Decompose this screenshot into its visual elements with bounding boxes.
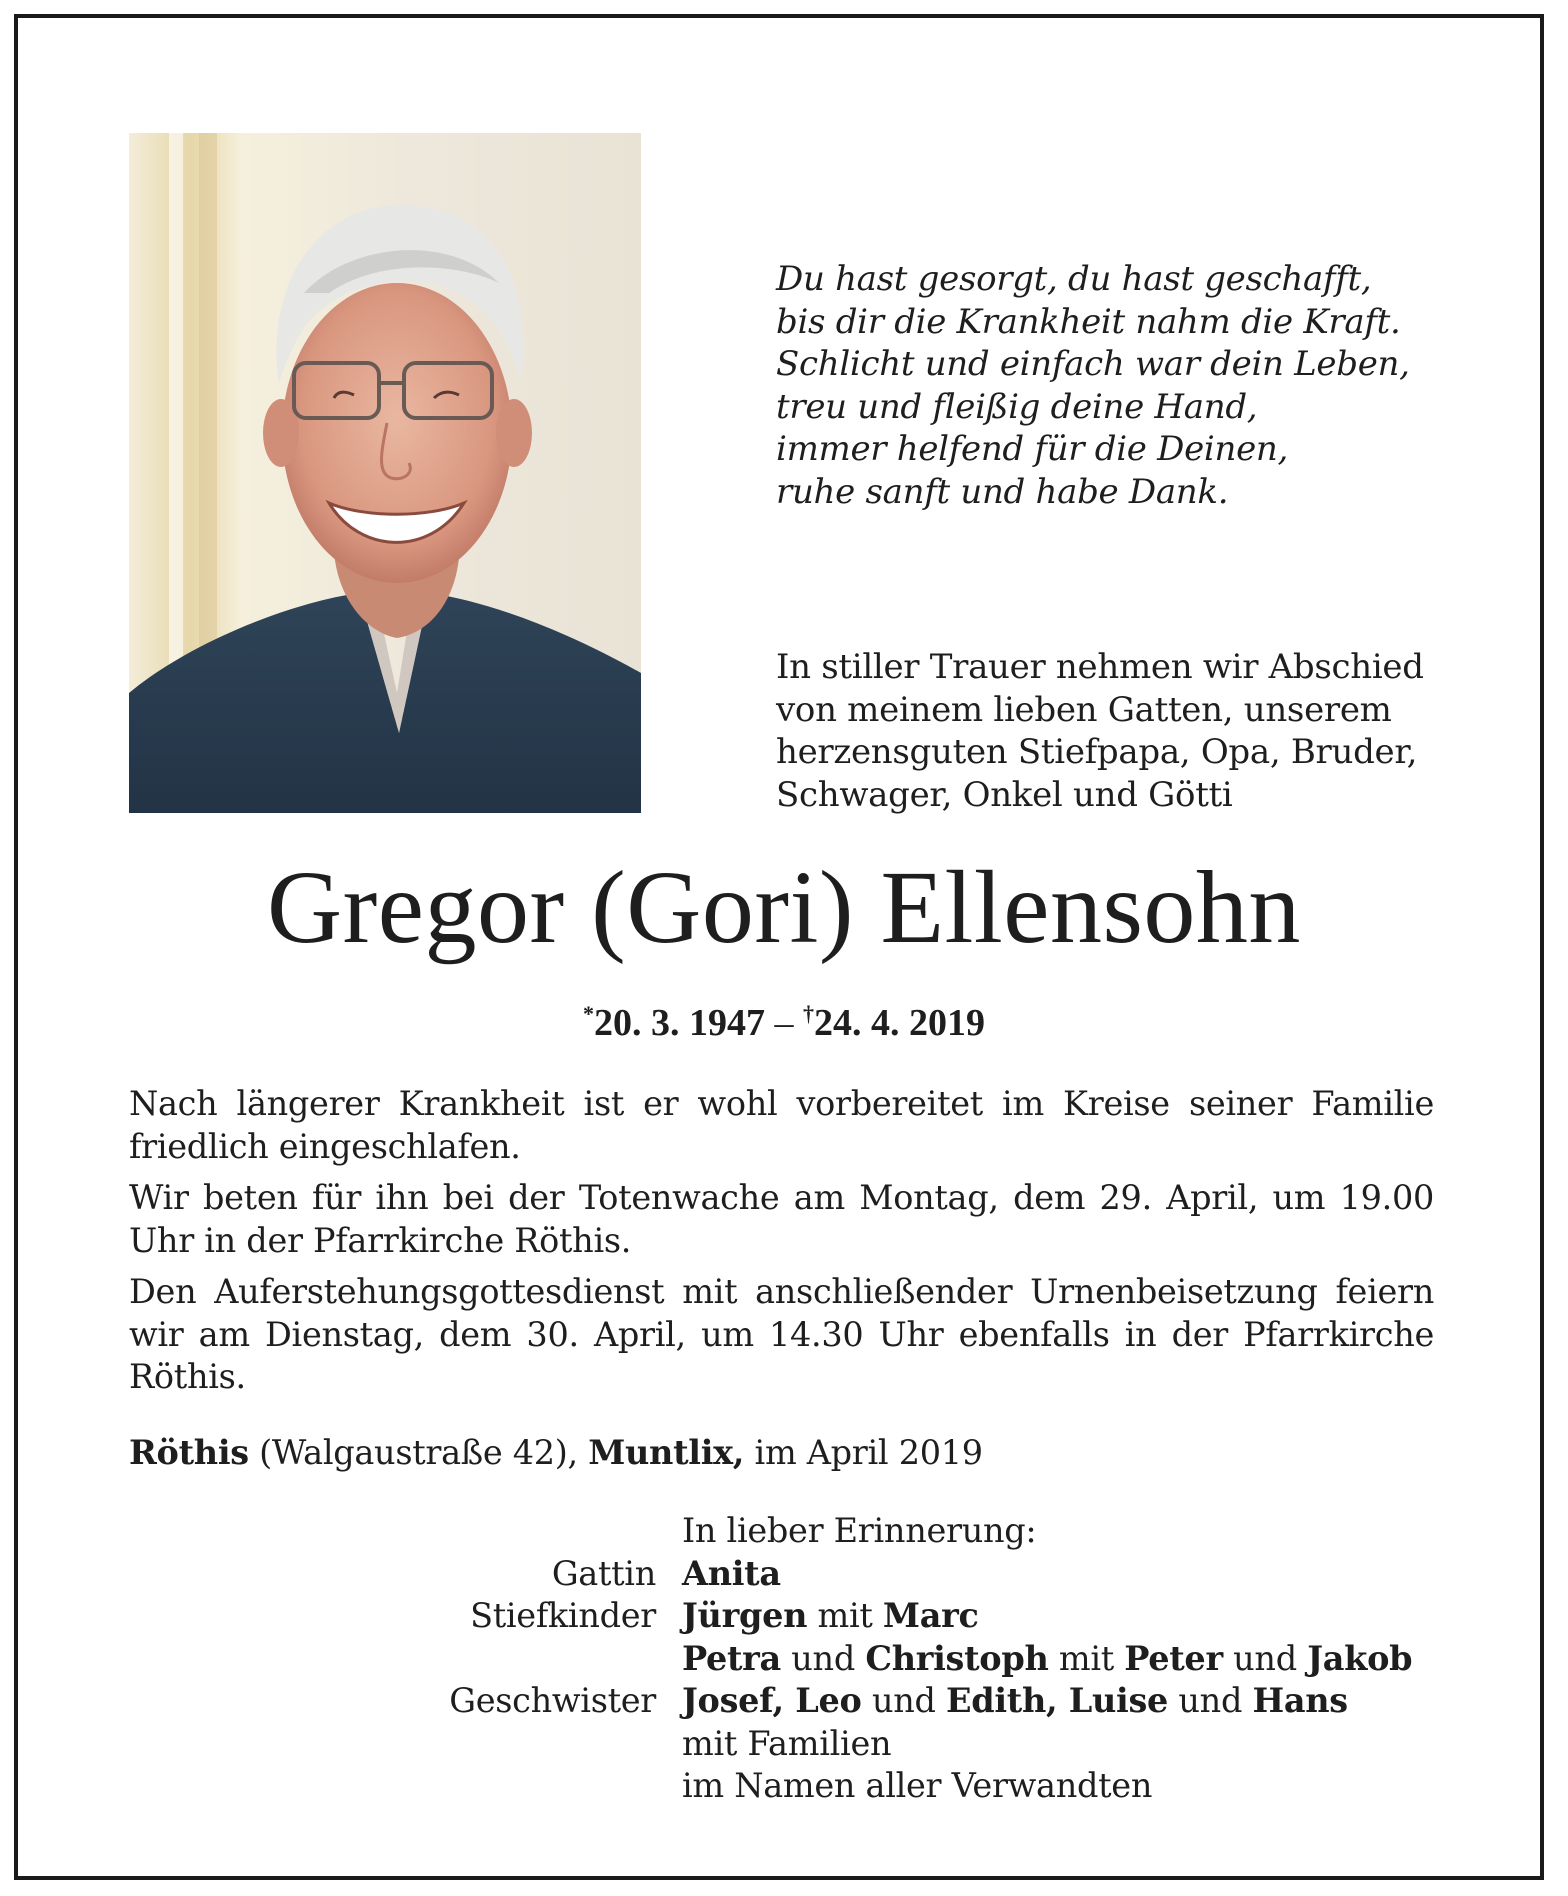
intro-line: In stiller Trauer nehmen wir Abschied [776,647,1424,687]
intro-line: herzensguten Stiefpapa, Opa, Bruder, [776,732,1418,772]
poem [776,258,1496,513]
body-paragraph: Nach längerer Krankheit ist er wohl vorbereitet im Kreise seiner Familie friedlich eingeschlafen. [129,1084,1434,1166]
poem-line: Schlicht und einfach war dein Leben, [776,344,1410,384]
name-stiefkind: Jürgen [682,1596,808,1635]
name-stiefkind: Petra [682,1638,781,1678]
on-behalf-relatives: im Namen aller Verwandten [682,1766,1153,1805]
life-dates [0,990,1568,1047]
poem-line: Du hast gesorgt, du hast geschafft, [776,259,1372,299]
death-date: 24. 4. 2019 [814,1002,985,1044]
name-partner: Christoph [865,1638,1049,1678]
announcement-date: im April 2019 [744,1433,983,1472]
place-and-date [129,1432,1434,1475]
birth-symbol: * [583,1001,594,1026]
body-paragraph: Den Auferstehungsgottesdienst mit anschließender Urnenbeisetzung feiern wir am Dienstag, dem 30. April, um 14.30 Uhr ebenfalls in der Pfarrkirche Röthis. [129,1272,1434,1396]
name-geschwister: Edith, Luise [946,1681,1169,1720]
name-enkel: Peter [1124,1638,1223,1678]
name-geschwister: Hans [1252,1681,1348,1720]
date-separator: – [774,1002,794,1044]
body-paragraph: Wir beten für ihn bei der Totenwache am Montag, dem 29. April, um 19.00 Uhr in der Pfarrkirche Röthis. [129,1178,1434,1260]
role-stiefkinder: Stiefkinder [470,1596,656,1635]
name-geschwister: Josef, Leo [682,1681,862,1720]
role-geschwister: Geschwister [449,1681,656,1720]
family-list [0,1510,1568,1808]
name-gattin: Anita [682,1553,781,1593]
death-symbol: † [803,1001,814,1026]
birth-date: 20. 3. 1947 [594,1002,765,1044]
town-muntlix: Muntlix, [588,1433,745,1472]
town-roethis: Röthis [129,1433,249,1472]
poem-line: treu und fleißig deine Hand, [776,386,1258,427]
intro-text [776,646,1496,816]
role-gattin: Gattin [551,1553,656,1593]
memory-heading: In lieber Erinnerung: [682,1511,1037,1550]
name-partner: Marc [882,1596,979,1635]
name-enkel: Jakob [1307,1638,1413,1678]
connector: und [780,1638,866,1678]
connector: und [1222,1638,1308,1678]
poem-line: ruhe sanft und habe Dank. [776,471,1229,512]
poem-line: immer helfend für die Deinen, [776,429,1288,469]
connector: mit [1048,1638,1125,1678]
with-families: mit Familien [682,1723,892,1763]
announcement-body [129,1083,1434,1408]
portrait-illustration [129,133,641,813]
portrait-photo [129,133,641,813]
poem-line: bis dir die Krankheit nahm die Kraft. [776,301,1401,342]
connector: mit [807,1596,883,1635]
intro-line: Schwager, Onkel und Götti [776,774,1233,815]
address: (Walgaustraße 42), [248,1433,589,1472]
connector: und [861,1681,946,1720]
deceased-name: Gregor (Gori) Ellensohn [267,850,1301,965]
intro-line: von meinem lieben Gatten, unserem [776,689,1392,730]
connector: und [1168,1681,1253,1720]
